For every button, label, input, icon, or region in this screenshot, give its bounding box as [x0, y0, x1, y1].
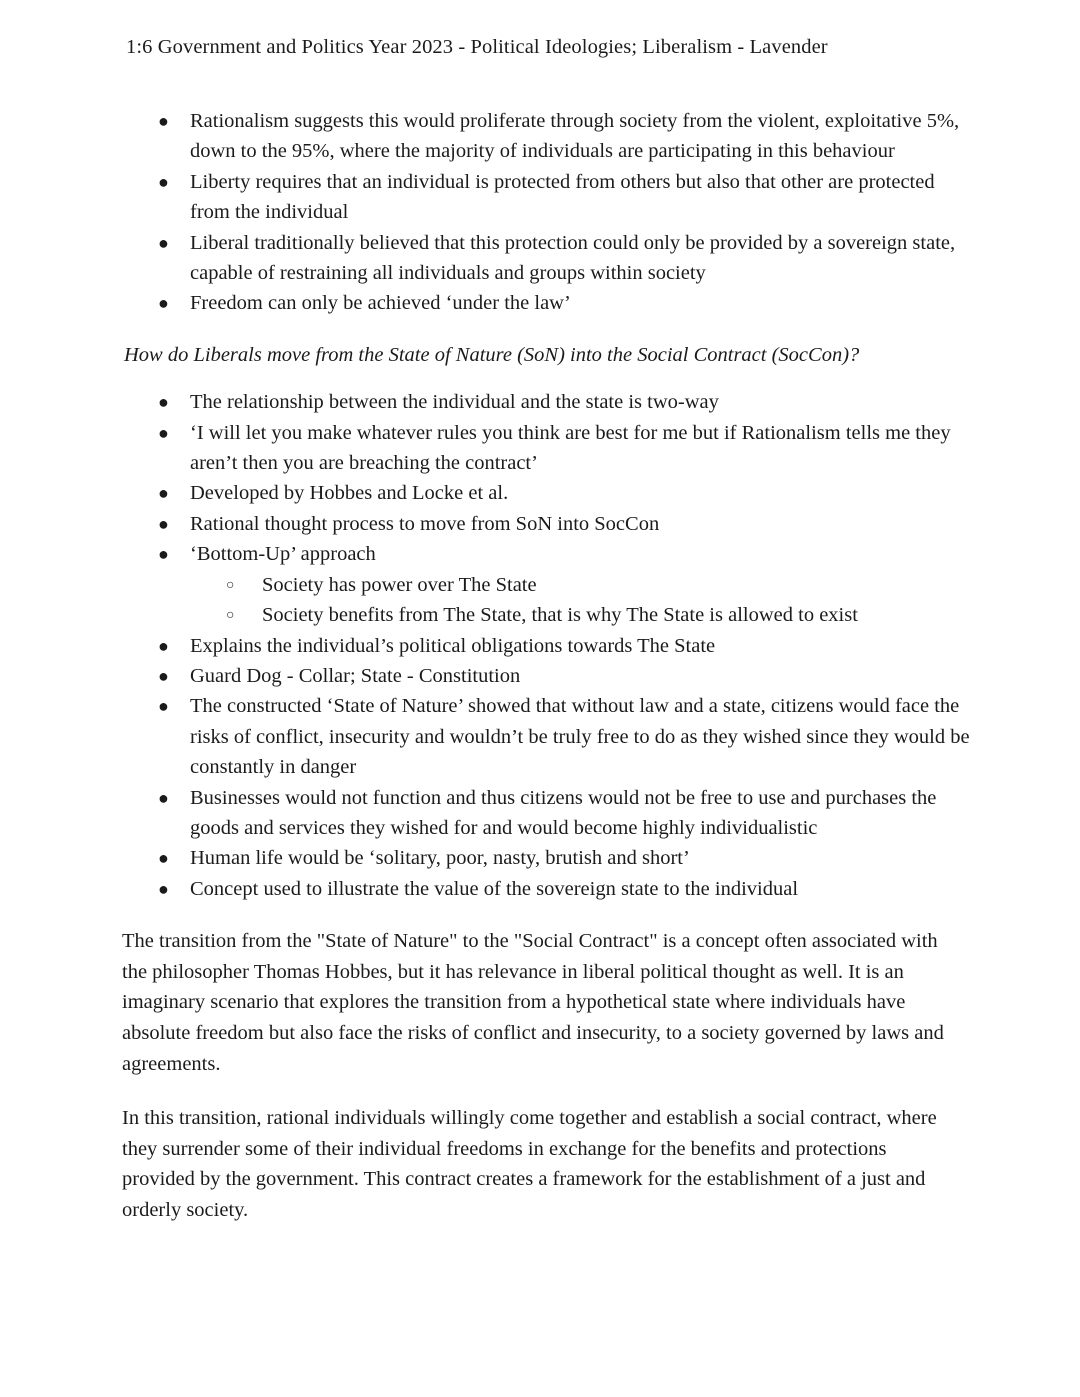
list-item — [122, 106, 970, 167]
list-item-label: The constructed ‘State of Nature’ showed that without law and a state, citizens would face the risks of conflict, insecurity and wouldn’t be truly free to do as they wished since they would be constantly in danger — [190, 695, 970, 779]
bullet-disc-icon: ● — [158, 483, 169, 504]
list-item — [122, 167, 970, 228]
list-item-label: Explains the individual’s political obligations towards The State — [190, 634, 716, 657]
bullet-disc-icon: ● — [158, 696, 169, 717]
list-item — [122, 631, 970, 661]
list-item — [122, 843, 970, 873]
sub-list-item — [190, 570, 970, 600]
list-item — [122, 661, 970, 691]
bullet-disc-icon: ● — [158, 787, 169, 808]
list-item — [122, 387, 970, 417]
list-item — [122, 228, 970, 289]
list-item-label: Businesses would not function and thus citizens would not be free to use and purchases the goods and services they wished for and would become highly individualistic — [190, 786, 937, 839]
list-item — [122, 288, 970, 318]
sub-list-item-label: Society has power over The State — [262, 573, 537, 596]
bullet-circle-icon: ○ — [226, 608, 235, 624]
list-item-label: ‘Bottom-Up’ approach — [190, 543, 376, 566]
bullet-disc-icon: ● — [158, 422, 169, 443]
list-item-label: Freedom can only be achieved ‘under the law’ — [190, 292, 571, 315]
bullet-disc-icon: ● — [158, 392, 169, 413]
list-item — [122, 418, 970, 479]
list-item-label: Liberal traditionally believed that this protection could only be provided by a sovereign state, capable of restraining all individuals and groups within society — [190, 231, 956, 285]
bullet-disc-icon: ● — [158, 635, 169, 656]
list-item — [122, 691, 970, 782]
list-item-label: Rational thought process to move from SoN into SocCon — [190, 512, 660, 535]
list-item-label: Rationalism suggests this would proliferate through society from the violent, exploitative 5%, down to the 95%, where the majority of individuals are participating in this behaviour — [190, 110, 960, 163]
list-item-label: Concept used to illustrate the value of the sovereign state to the individual — [190, 877, 799, 900]
list-item — [122, 783, 970, 844]
bullet-disc-icon: ● — [158, 665, 169, 686]
list-item-label: Developed by Hobbes and Locke et al. — [190, 482, 509, 505]
bullet-disc-icon: ● — [158, 878, 169, 899]
bullet-disc-icon: ● — [158, 293, 169, 314]
bullet-list-social-contract — [122, 387, 970, 904]
list-item — [122, 509, 970, 539]
bullet-disc-icon: ● — [158, 513, 169, 534]
bullet-circle-icon: ○ — [226, 577, 235, 593]
list-item-label: The relationship between the individual and the state is two-way — [190, 391, 719, 414]
bullet-disc-icon: ● — [158, 232, 169, 253]
list-item — [122, 478, 970, 508]
section-heading: How do Liberals move from the State of Nature (SoN) into the Social Contract (SocCon)? — [124, 343, 860, 366]
bullet-disc-icon: ● — [158, 544, 169, 565]
list-item-label: Guard Dog - Collar; State - Constitution — [190, 664, 521, 687]
bullet-disc-icon: ● — [158, 171, 169, 192]
sub-list-item — [190, 600, 970, 630]
list-item-label: Human life would be ‘solitary, poor, nasty, brutish and short’ — [190, 847, 690, 870]
page-title: 1:6 Government and Politics Year 2023 - Political Ideologies; Liberalism - Lavender — [126, 36, 828, 58]
bullet-disc-icon: ● — [158, 848, 169, 869]
list-item-label: ‘I will let you make whatever rules you think are best for me but if Rationalism tells me they aren’t then you are breaching the contract’ — [190, 421, 951, 475]
header-spacer — [122, 62, 970, 106]
paragraph-social-contract: In this transition, rational individuals willingly come together and establish a social contract, where they surrender some of their individual freedoms in exchange for the benefits and protections provided by the government. This contract creates a framework for the establishment of a just and orderly society. — [122, 1107, 937, 1221]
list-item-label: Liberty requires that an individual is protected from others but also that other are protected from the individual — [190, 170, 935, 224]
list-item — [122, 539, 970, 630]
bullet-disc-icon: ● — [158, 111, 169, 131]
sub-bullet-list — [190, 570, 970, 631]
bullet-list-liberty — [122, 106, 970, 319]
paragraph-transition: The transition from the "State of Nature" to the "Social Contract" is a concept often associated with the philosopher Thomas Hobbes, but it has relevance in liberal political thought as well. It is an imaginary scenario that explores the transition from a hypothetical state where individuals have absolute freedom but also face the risks of conflict and insecurity, to a society governed by laws and agreements. — [122, 930, 944, 1075]
list-item — [122, 874, 970, 904]
sub-list-item-label: Society benefits from The State, that is why The State is allowed to exist — [262, 604, 858, 627]
list-paragraph-spacer — [122, 904, 970, 926]
